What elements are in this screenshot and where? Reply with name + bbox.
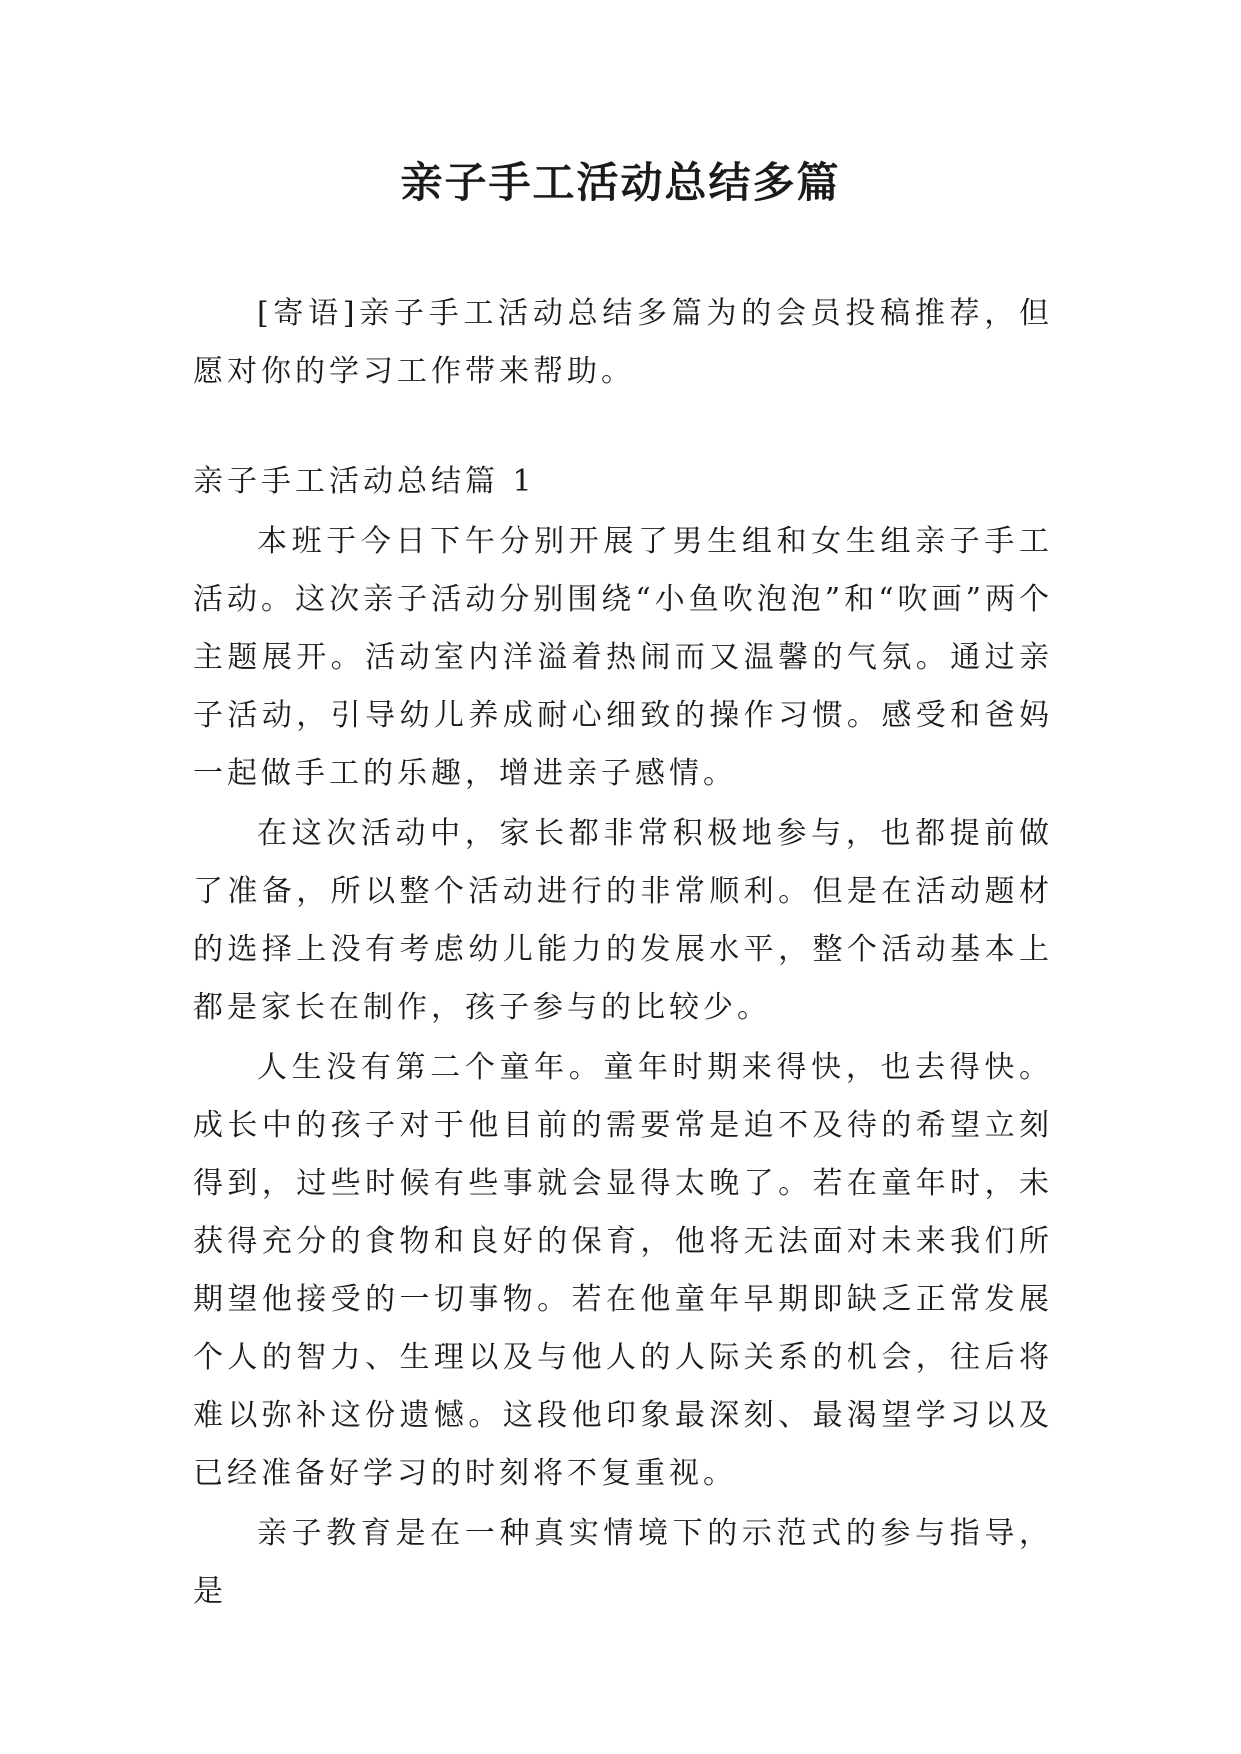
section-heading: 亲子手工活动总结篇 1 bbox=[193, 464, 536, 499]
body-paragraph: 人生没有第二个童年。童年时期来得快，也去得快。成长中的孩子对于他目前的需要常是迫不及待的希望立刻得到，过些时候有些事就会显得太晚了。若在童年时，未获得充分的食物和良好的保育，他将无法面对未来我们所期望他接受的一切事物。若在他童年早期即缺乏正常发展个人的智力、生理以及与他人的人际关系的机会，往后将难以弥补这份遗憾。这段他印象最深刻、最渴望学习以及已经准备好学习的时刻将不复重视。 bbox=[193, 1050, 1053, 1491]
body-paragraph: 亲子教育是在一种真实情境下的示范式的参与指导，是 bbox=[193, 1516, 1053, 1609]
body-paragraph: 在这次活动中，家长都非常积极地参与，也都提前做了准备，所以整个活动进行的非常顺利。但是在活动题材的选择上没有考虑幼儿能力的发展水平，整个活动基本上都是家长在制作，孩子参与的比较少。 bbox=[193, 816, 1053, 1025]
intro-paragraph: [寄语]亲子手工活动总结多篇为的会员投稿推荐，但愿对你的学习工作带来帮助。 bbox=[193, 296, 1053, 389]
document-body bbox=[193, 285, 1053, 1623]
document-title: 亲子手工活动总结多篇 bbox=[400, 158, 841, 207]
body-paragraph: 本班于今日下午分别开展了男生组和女生组亲子手工活动。这次亲子活动分别围绕“小鱼吹泡泡”和“吹画”两个主题展开。活动室内洋溢着热闹而又温馨的气氛。通过亲子活动，引导幼儿养成耐心细致的操作习惯。感受和爸妈一起做手工的乐趣，增进亲子感情。 bbox=[193, 524, 1053, 791]
